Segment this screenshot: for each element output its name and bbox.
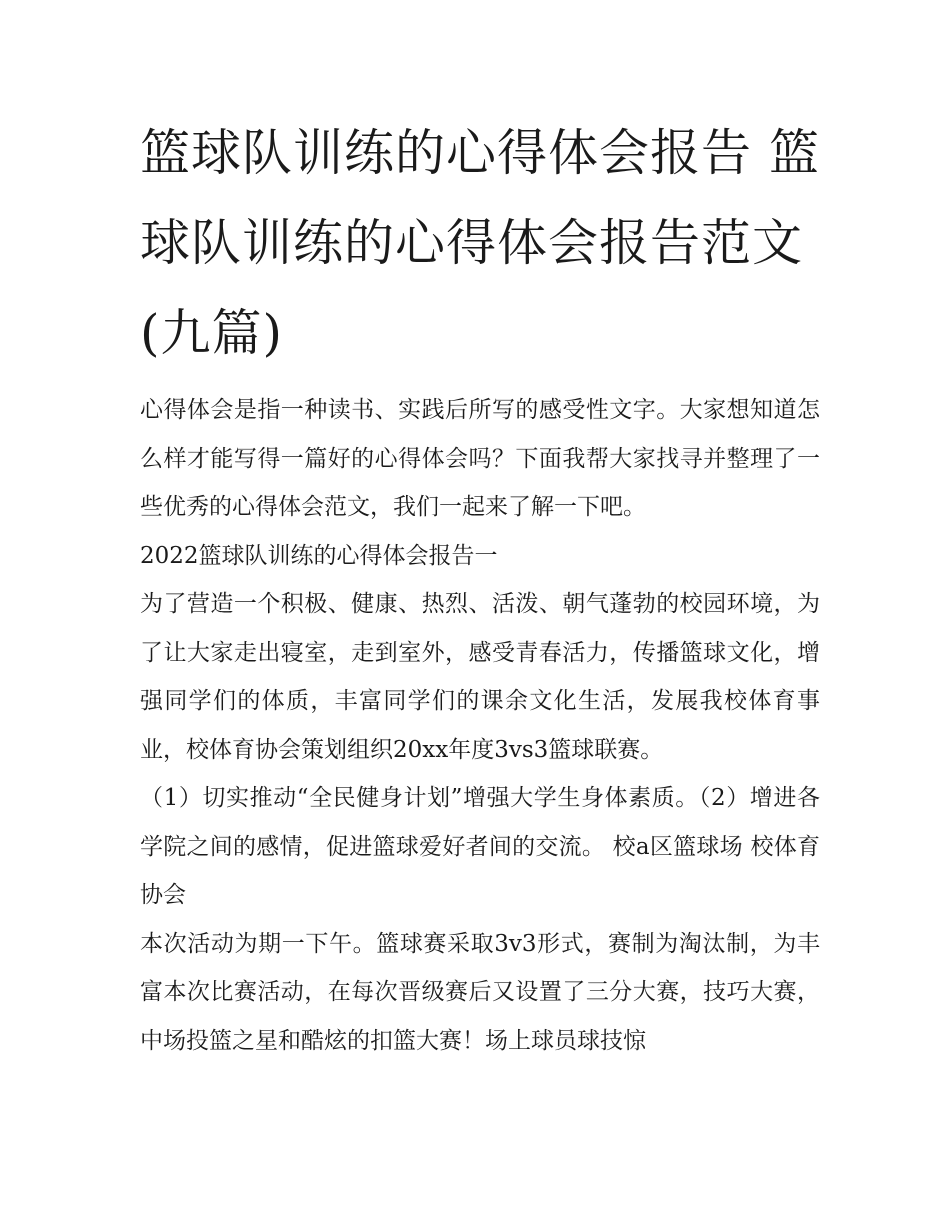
body-paragraph: （1）切实推动“全民健身计划”增强大学生身体素质。（2）增进各学院之间的感情，促进篮球爱好者间的交流。 校a区篮球场 校体育协会 [140,785,820,908]
body-paragraph: 本次活动为期一下午。篮球赛采取3v3形式，赛制为淘汰制，为丰富本次比赛活动，在每次晋级赛后又设置了三分大赛，技巧大赛，中场投篮之星和酷炫的扣篮大赛！场上球员球技惊 [140,930,820,1054]
document-page [140,108,820,1065]
section-heading: 2022篮球队训练的心得体会报告一 [140,542,498,569]
intro-paragraph: 心得体会是指一种读书、实践后所写的感受性文字。大家想知道怎么样才能写得一篇好的心得体会吗？下面我帮大家找寻并整理了一些优秀的心得体会范文，我们一起来了解一下吧。 [140,397,820,520]
document-title: 篮球队训练的心得体会报告 篮球队训练的心得体会报告范文(九篇) [140,124,820,362]
document-body [140,386,820,1065]
body-paragraph: 为了营造一个积极、健康、热烈、活泼、朝气蓬勃的校园环境，为了让大家走出寝室，走到室外，感受青春活力，传播篮球文化，增强同学们的体质，丰富同学们的课余文化生活，发展我校体育事业，校体育协会策划组织20xx年度3vs3篮球联赛。 [140,591,820,763]
